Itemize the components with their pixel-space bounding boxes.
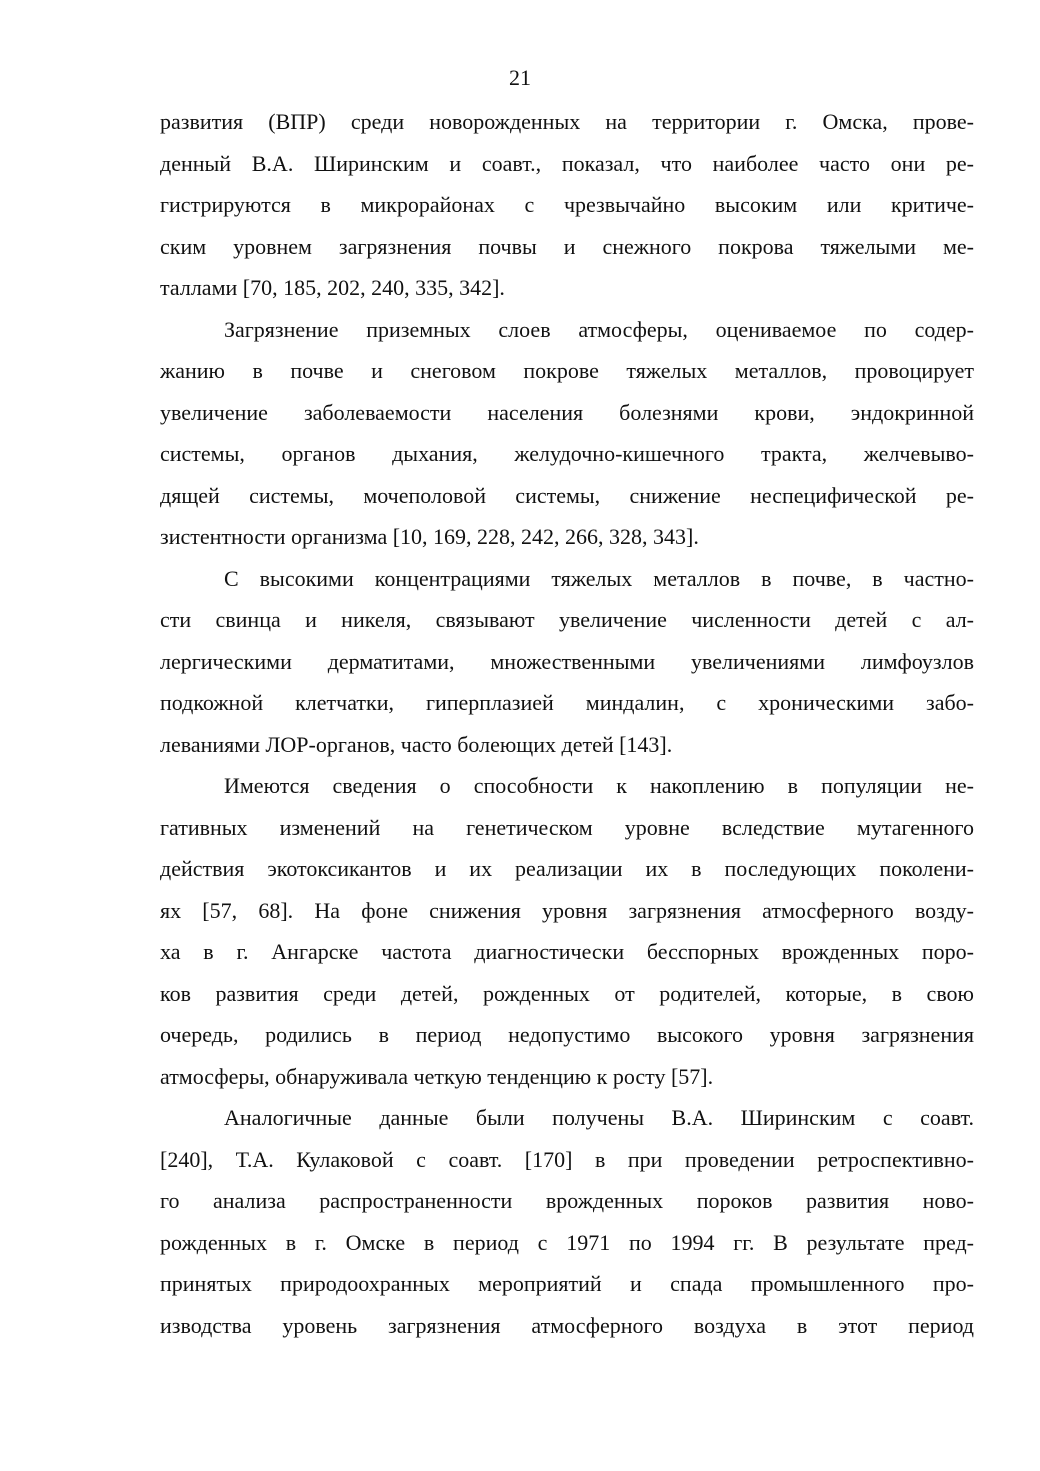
- text-line: Аналогичные данные были получены В.А. Ширинским с соавт.: [224, 1105, 974, 1130]
- text-line: лергическими дерматитами, множественными увеличениями лимфоузлов: [160, 648, 974, 674]
- paragraph: [160, 101, 974, 309]
- text-line: увеличение заболеваемости населения болезнями крови, эндокринной: [160, 399, 974, 425]
- paragraph: [160, 558, 974, 766]
- text-line: гистрируются в микрорайонах с чрезвычайно высоким или критиче-: [160, 192, 974, 217]
- text-line: рожденных в г. Омске в период с 1971 по 1994 гг. В результате пред-: [160, 1229, 974, 1255]
- text-line: ха в г. Ангарске частота диагностически бесспорных врожденных поро-: [160, 939, 974, 964]
- text-line: ях [57, 68]. На фоне снижения уровня загрязнения атмосферного возду-: [160, 897, 974, 923]
- text-line: Загрязнение приземных слоев атмосферы, оцениваемое по содер-: [224, 316, 974, 342]
- text-line: сти свинца и никеля, связывают увеличение численности детей с ал-: [160, 607, 974, 632]
- text-line: ским уровнем загрязнения почвы и снежного покрова тяжелыми ме-: [160, 233, 974, 259]
- text-line: таллами [70, 185, 202, 240, 335, 342].: [160, 275, 505, 300]
- text-line: очередь, родились в период недопустимо высокого уровня загрязнения: [160, 1022, 974, 1047]
- text-line: гативных изменений на генетическом уровне вследствие мутагенного: [160, 814, 974, 840]
- text-line: подкожной клетчатки, гиперплазией миндалин, с хроническими забо-: [160, 690, 974, 715]
- text-line: леваниями ЛОР-органов, часто болеющих детей [143].: [160, 731, 673, 757]
- text-line: го анализа распространенности врожденных пороков развития ново-: [160, 1188, 974, 1213]
- text-line: ков развития среди детей, рожденных от родителей, которые, в свою: [160, 980, 974, 1006]
- paragraph: [160, 309, 974, 558]
- text-line: зистентности организма [10, 169, 228, 242, 266, 328, 343].: [160, 524, 699, 549]
- text-line: развития (ВПР) среди новорожденных на территории г. Омска, прове-: [160, 109, 974, 134]
- text-line: атмосферы, обнаруживала четкую тенденцию к росту [57].: [160, 1063, 714, 1089]
- text-line: действия экотоксикантов и их реализации их в последующих поколени-: [160, 856, 974, 881]
- paragraph: [160, 1097, 974, 1346]
- text-line: дящей системы, мочеполовой системы, снижение неспецифической ре-: [160, 482, 974, 508]
- body-text: [160, 101, 974, 1346]
- text-line: системы, органов дыхания, желудочно-кишечного тракта, желчевыво-: [160, 441, 974, 466]
- text-line: жанию в почве и снеговом покрове тяжелых металлов, провоцирует: [160, 358, 974, 383]
- text-line: изводства уровень загрязнения атмосферного воздуха в этот период: [160, 1312, 974, 1338]
- text-line: [240], Т.А. Кулаковой с соавт. [170] в при проведении ретроспективно-: [160, 1146, 974, 1172]
- text-line: принятых природоохранных мероприятий и спада промышленного про-: [160, 1271, 974, 1296]
- text-line: денный В.А. Ширинским и соавт., показал, что наиболее часто они ре-: [160, 150, 974, 176]
- paragraph: [160, 765, 974, 1097]
- text-line: Имеются сведения о способности к накоплению в популяции не-: [224, 773, 974, 798]
- text-line: С высокими концентрациями тяжелых металлов в почве, в частно-: [224, 565, 974, 591]
- page-number: 21: [509, 65, 531, 90]
